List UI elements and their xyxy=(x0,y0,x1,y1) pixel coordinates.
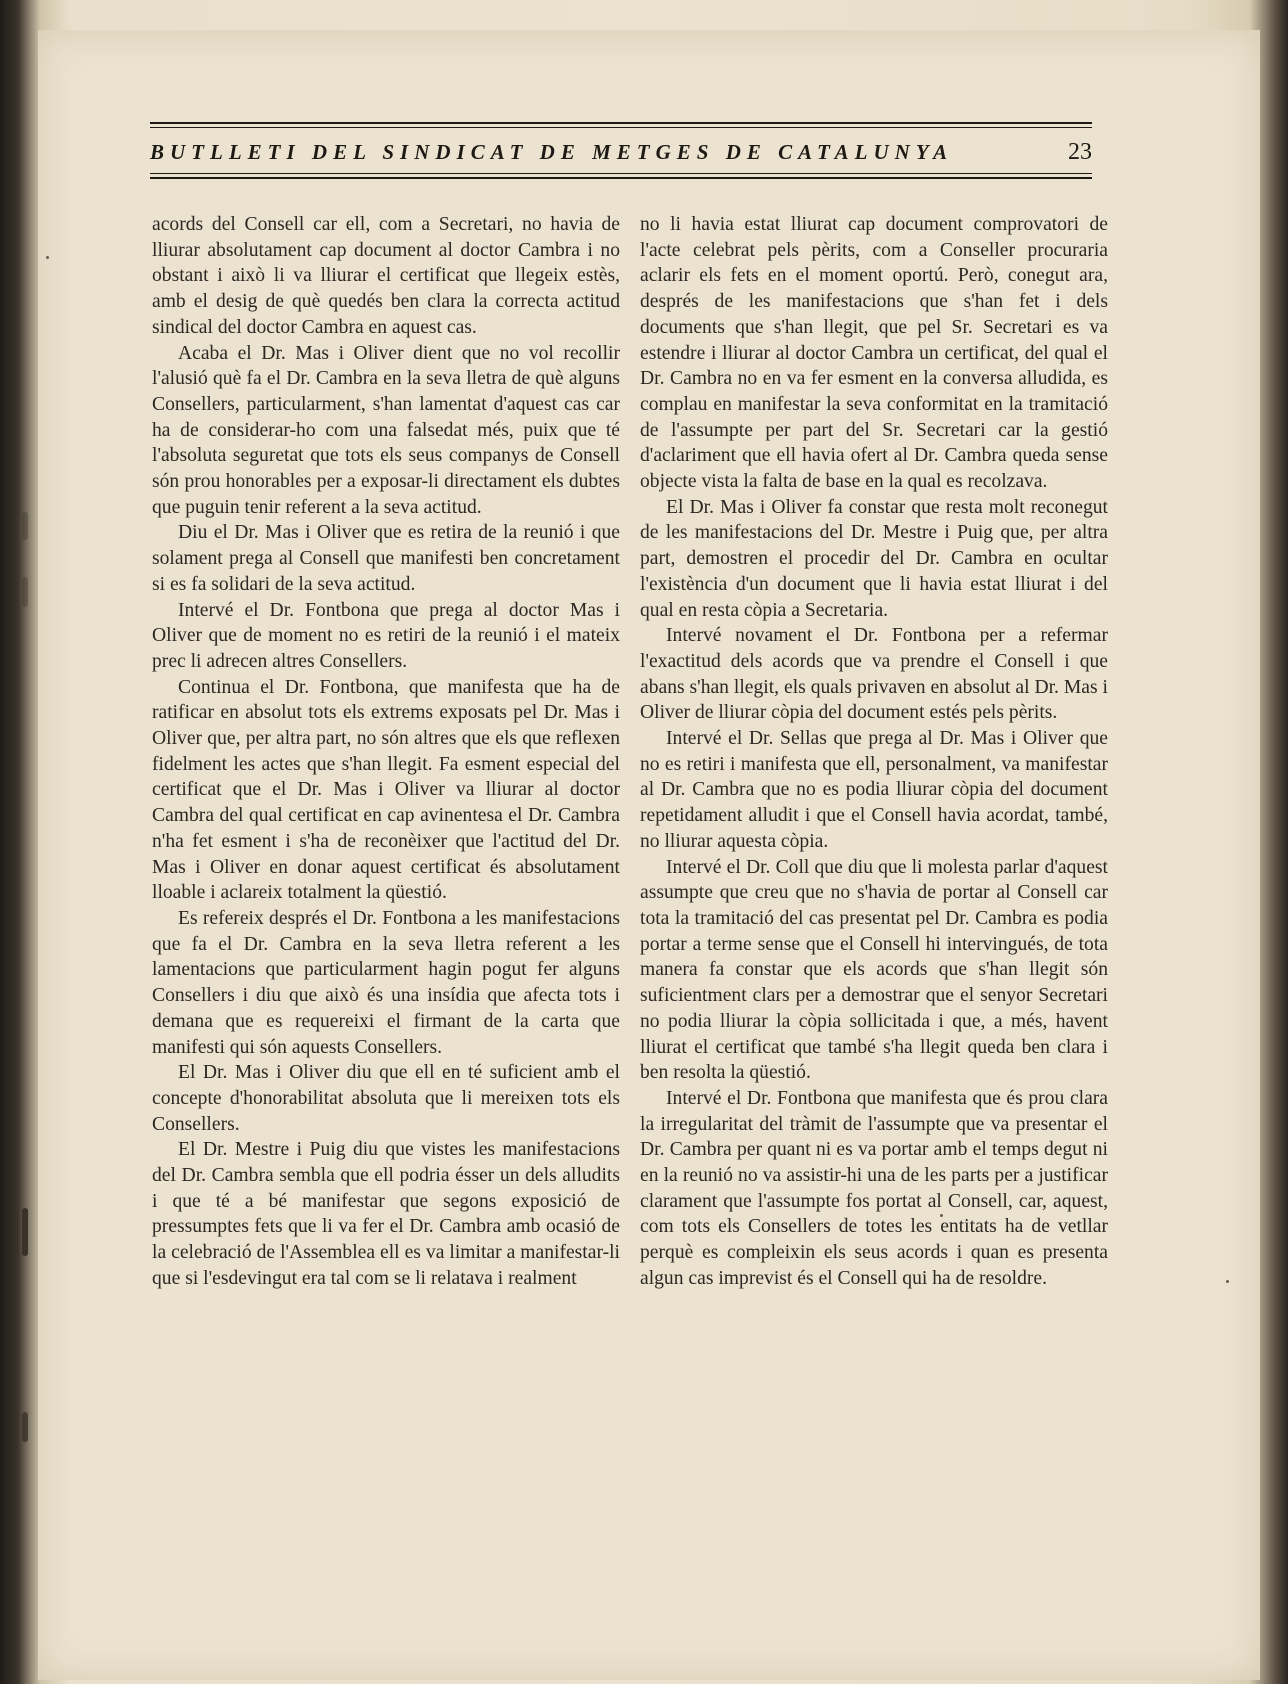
dust-speck xyxy=(46,256,49,259)
header-rule-bottom xyxy=(150,177,1092,179)
left-column xyxy=(152,212,620,1292)
running-header xyxy=(150,122,1092,182)
margin-mark xyxy=(22,512,28,540)
page-number: 23 xyxy=(1068,139,1092,165)
paragraph: El Dr. Mas i Oliver fa constar que resta molt reconegut de les manifestacions del Dr. Mestre i Puig que, per altra part, demostren el procedir del Dr. Cambra en ocultar l'existència d'un document que li havia estat lliurat i del qual en resta còpia a Secretaria. xyxy=(640,496,1108,621)
paragraph: acords del Consell car ell, com a Secretari, no havia de lliurar absolutament cap document al doctor Cambra i no obstant i això li va lliurar el certificat que llegeix estès, amb el desig de què quedés ben clara la correcta actitud sindical del doctor Cambra en aquest cas. xyxy=(152,214,620,338)
dust-speck xyxy=(1226,1280,1229,1283)
paragraph: Intervé el Dr. Coll que diu que li molesta parlar d'aquest assumpte que creu que no s'havia de portar al Consell car tota la tramitació del cas presentat pel Dr. Cambra es podia portar a terme sense que el Consell hi intervingués, de tota manera fa constar que els acords que s'han llegit són suficientment clars per a demostrar que el senyor Secretari no podia lliurar la còpia sollicitada i que, a més, havent lliurat el certificat que també s'ha llegit queda ben clara i ben resolta la qüestió. xyxy=(640,856,1108,1084)
paragraph: Acaba el Dr. Mas i Oliver dient que no vol recollir l'alusió què fa el Dr. Cambra en la seva lletra de què alguns Consellers, particularment, s'han lamentat d'aquest cas car ha de considerar-ho com una falsedat més, puix que té l'absoluta seguretat que tots els seus companys de Consell són prou honorables per a exposar-li directament els dubtes que puguin tenir referent a la seva actitud. xyxy=(152,342,620,518)
paragraph: El Dr. Mas i Oliver diu que ell en té suficient amb el concepte d'honorabilitat absoluta que li mereixen tots els Consellers. xyxy=(152,1062,620,1135)
margin-mark xyxy=(22,1412,28,1442)
header-rule-bottom-thin xyxy=(150,173,1092,174)
paragraph: Continua el Dr. Fontbona, que manifesta que ha de ratificar en absolut tots els extrems exposats pel Dr. Mas i Oliver que, per altra part, no són altres que els que reflexen fidelment les actes que s'han llegit. Fa esment especial del certificat que el Dr. Mas i Oliver va lliurar al doctor Cambra del qual certificat en cap avinentesa el Dr. Cambra n'ha fet esment i s'ha de reconèixer que l'actitud del Dr. Mas i Oliver en donar aquest certificat és absolutament lloable i aclareix totalment la qüestió. xyxy=(152,676,620,904)
margin-mark xyxy=(22,577,28,607)
paragraph: Intervé el Dr. Fontbona que prega al doctor Mas i Oliver que de moment no es retiri de la reunió i el mateix prec li adrecen altres Consellers. xyxy=(152,599,620,672)
paragraph: no li havia estat lliurat cap document comprovatori de l'acte celebrat pels pèrits, com a Conseller procuraria aclarir els fets en el moment oportú. Però, conegut ara, després de les manifestacions que s'han fet i dels documents que s'han llegit, que pel Sr. Secretari es va estendre i lliurar al doctor Cambra un certificat, del qual el Dr. Cambra no en va fer esment en la conversa alludida, es complau en manifestar la seva conformitat en la tramitació de l'assumpte per part del Sr. Secretari car la gestió d'aclariment que ell havia ofert al Dr. Cambra queda sense objecte vista la falta de base en la qual es recolzava. xyxy=(640,214,1108,493)
header-rule-top xyxy=(150,122,1092,124)
header-rule-top-thin xyxy=(150,127,1092,128)
paragraph: Intervé novament el Dr. Fontbona per a refermar l'exactitud dels acords que va prendre el Consell i que abans s'han llegit, els quals privaven en absolut al Dr. Mas i Oliver de lliurar còpia del document estés pels pèrits. xyxy=(640,625,1108,724)
header-line xyxy=(150,131,1092,173)
paragraph: El Dr. Mestre i Puig diu que vistes les manifestacions del Dr. Cambra sembla que ell podria ésser un dels alludits i que té a bé manifestar que segons exposició de pressumptes fets que li va fer el Dr. Cambra amb ocasió de la celebració de l'Assemblea ell es va limitar a manifestar-li que si l'esdevingut era tal com se li relatava i realment xyxy=(152,1139,620,1289)
journal-title: BUTLLETI DEL SINDICAT DE METGES DE CATALUNYA xyxy=(150,140,954,164)
paragraph: Diu el Dr. Mas i Oliver que es retira de la reunió i que solament prega al Consell que manifesti ben concretament si es fa solidari de la seva actitud. xyxy=(152,522,620,595)
margin-mark xyxy=(22,1208,28,1256)
right-column xyxy=(640,212,1108,1292)
paragraph: Intervé el Dr. Sellas que prega al Dr. Mas i Oliver que no es retiri i manifesta que ell, personalment, va manifestar al Dr. Cambra que no es podia lliurar còpia del document repetidament alludit i que el Consell havia acordat, també, no lliurar aquesta còpia. xyxy=(640,728,1108,852)
paragraph: Es refereix després el Dr. Fontbona a les manifestacions que fa el Dr. Cambra en la seva lletra referent a les lamentacions que particularment hagin pogut fer alguns Consellers i diu que això és una insídia que afecta tots i demana que es requereixi el firmant de la carta que manifesti qui són aquests Consellers. xyxy=(152,907,620,1058)
paragraph: Intervé el Dr. Fontbona que manifesta que és prou clara la irregularitat del tràmit de l'assumpte que va presentar el Dr. Cambra per quant ni es va portar amb el temps degut ni en la reunió no va assistir-hi una de les parts per a justificar clarament que l'assumpte fos portat al Consell, car, aquest, com tots els Consellers de totes les entitats ha de vetllar perquè es compleixin els seus acords i quan es presenta algun cas imprevist és el Consell qui ha de resoldre. xyxy=(640,1087,1108,1289)
